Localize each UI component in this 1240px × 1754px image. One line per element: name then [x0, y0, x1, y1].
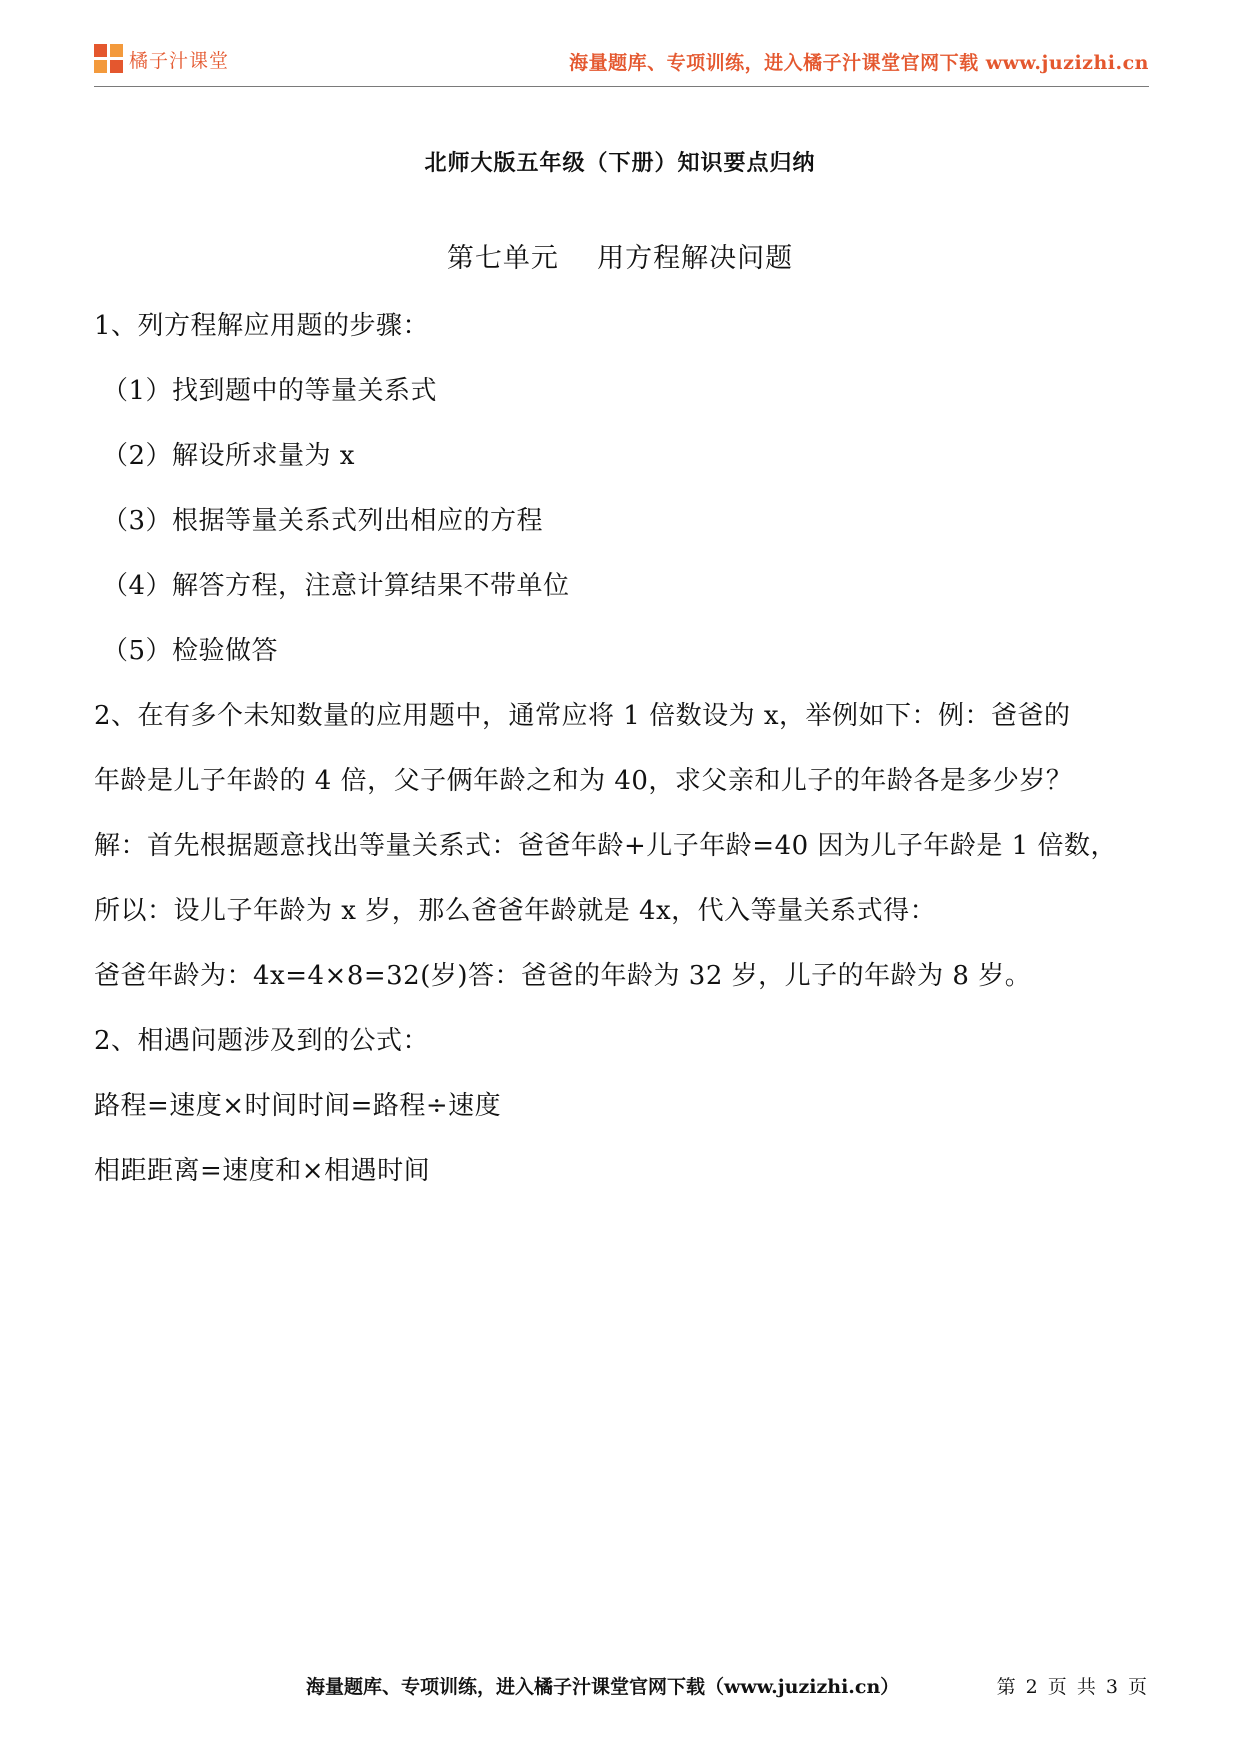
body-line: 相距距离=速度和×相遇时间	[94, 1156, 431, 1186]
page-number: 第 2 页 共 3 页	[996, 1676, 1149, 1698]
body-line: 爸爸年龄为：4x=4×8=32(岁)答：爸爸的年龄为 32 岁，儿子的年龄为 8 岁。	[94, 961, 1032, 991]
header-slogan: 海量题库、专项训练，进入橘子汁课堂官网下载 www.juzizhi.cn	[569, 52, 1149, 74]
logo-text: 橘子汁课堂	[129, 49, 230, 72]
logo-squares-icon	[94, 44, 124, 74]
page-header	[94, 36, 1149, 87]
body-line: 所以：设儿子年龄为 x 岁，那么爸爸年龄就是 4x，代入等量关系式得：	[94, 896, 937, 926]
body-line: 2、在有多个未知数量的应用题中，通常应将 1 倍数设为 x，举例如下：例：爸爸的	[94, 701, 1071, 731]
brand-logo	[94, 44, 229, 74]
document-title: 北师大版五年级（下册）知识要点归纳	[424, 150, 816, 176]
body-line: （1）找到题中的等量关系式	[102, 376, 438, 406]
body-line: 年龄是儿子年龄的 4 倍，父子俩年龄之和为 40，求父亲和儿子的年龄各是多少岁？	[94, 766, 1073, 796]
body-line: 解：首先根据题意找出等量关系式：爸爸年龄+儿子年龄=40 因为儿子年龄是 1 倍数，	[94, 831, 1117, 861]
body-line: 路程=速度×时间时间=路程÷速度	[94, 1091, 502, 1121]
body-line: 2、相遇问题涉及到的公式：	[94, 1026, 430, 1056]
document-body	[94, 294, 1149, 1204]
body-line: （5）检验做答	[102, 636, 279, 666]
footer-slogan: 海量题库、专项训练，进入橘子汁课堂官网下载（www.juzizhi.cn）	[306, 1676, 900, 1698]
body-line: （2）解设所求量为 x	[102, 441, 355, 471]
unit-title: 第七单元 用方程解决问题	[446, 243, 794, 274]
body-line: （3）根据等量关系式列出相应的方程	[102, 506, 544, 536]
body-line: （4）解答方程，注意计算结果不带单位	[102, 571, 570, 601]
body-line: 1、列方程解应用题的步骤：	[94, 311, 430, 341]
